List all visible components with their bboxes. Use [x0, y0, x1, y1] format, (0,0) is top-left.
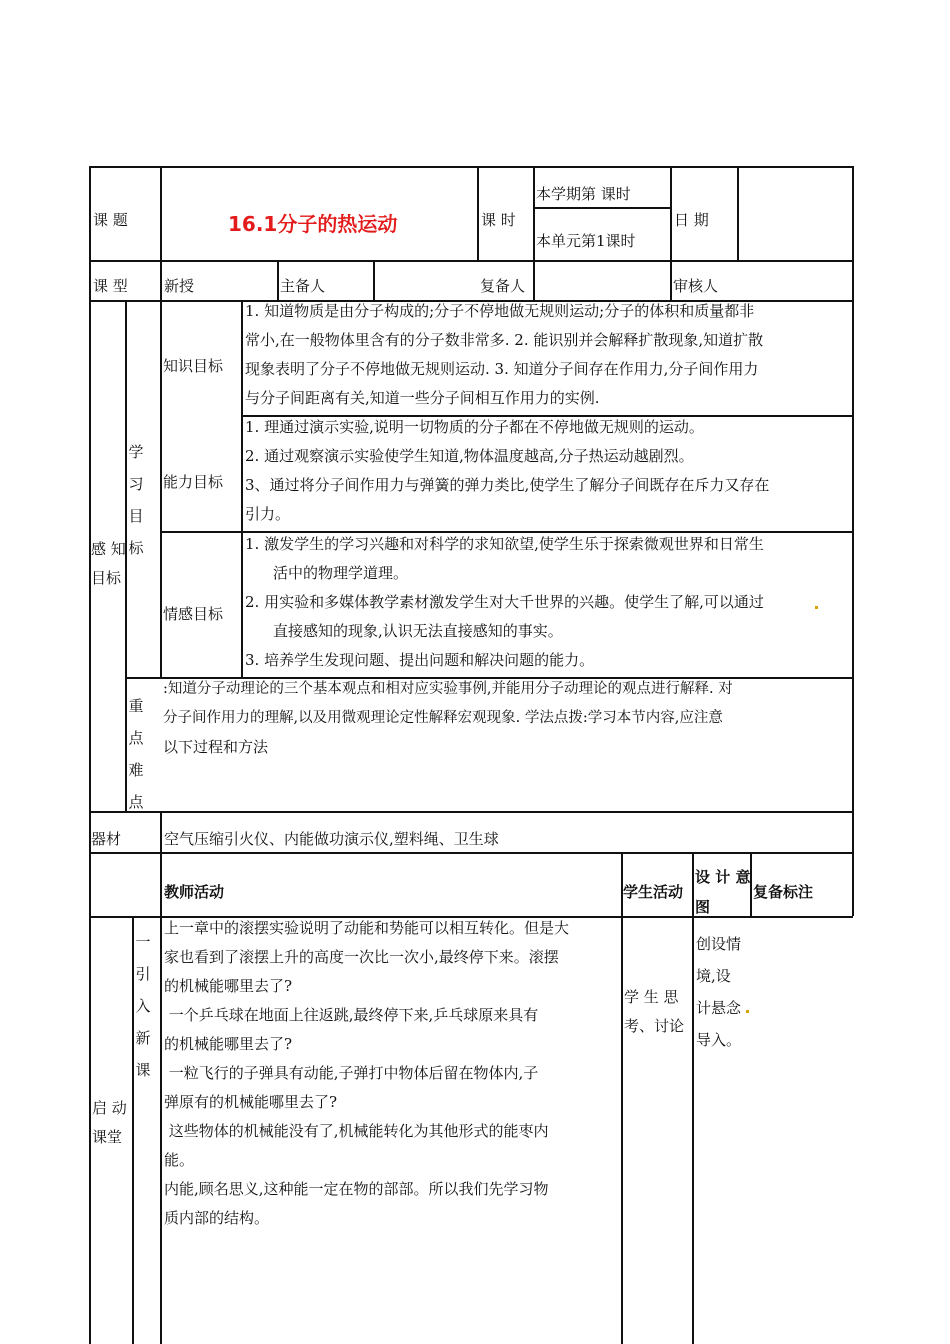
emotion-goals-text: 1. 激发学生的学习兴趣和对科学的求知欲望,使学生乐于探索微观世界和日常生 活中的物理学道理。 2. 用实验和多媒体教学素材激发学生对大千世界的兴趣。使学生了解,可以通过 直接感知的现象,认识无法直接感知的事实。 3. 培养学生发现问题、提出问题和解决问题的能力。: [245, 535, 764, 669]
knowledge-goals-label: 知识目标: [163, 357, 224, 375]
ability-goals-text: 1. 理通过演示实验,说明一切物质的分子都在不停地做无规则的运动。 2. 通过观察演示实验使学生知道,物体温度越高,分子热运动越剧烈。 3、通过将分子间作用力与弹簧的弹力类比,使学生了解分子间既存在斥力又存在 引力。: [245, 418, 770, 523]
equipment-value: 空气压缩引火仪、内能做功演示仪,塑料绳、卫生球: [164, 830, 499, 848]
topic-label: 课 题: [93, 211, 128, 229]
lesson-type-label: 课 型: [93, 277, 128, 295]
teacher-activity-text: 上一章中的滚摆实验说明了动能和势能可以相互转化。但是大 家也看到了滚摆上升的高度一次比一次小,最终停下来。滚摆 的机械能哪里去了? 一个乒乓球在地面上往返跳,最终停下来,乒乓球原来具有 的机械能哪里去了? 一粒飞行的子弹具有动能,子弹打中物体后留在物体内,子 弹原有的机械能哪里去了? 这些物体的机械能没有了,机械能转化为其他形式的能枣内 能。 内能,顾名思义,这种能一定在物的部部。所以我们先学习物 质内部的结构。: [164, 919, 570, 1227]
stray-mark: [815, 606, 818, 609]
date-value[interactable]: [742, 206, 848, 235]
perception-goals-label-1: 感 知: [91, 540, 126, 558]
main-preparer-label: 主备人: [280, 277, 326, 295]
key-difficult-text: :知道分子动理论的三个基本观点和相对应实验事例,并能用分子动理论的观点进行解释. 对 分子间作用力的理解,以及用微观理论定性解释宏观现象. 学法点拨:学习本节内容,应注意 以下过程和方法: [163, 681, 733, 756]
re-prep-notes-header: 复备标注: [753, 883, 814, 901]
period-label: 课 时: [481, 211, 516, 229]
design-intent-text: 创设情 境,设 计悬念 导入。: [696, 935, 742, 1049]
period-semester: 本学期第 课时: [536, 185, 631, 203]
teacher-activity-header: 教师活动: [164, 883, 225, 901]
emotion-goals-label: 情感目标: [163, 605, 224, 623]
re-preparer-label: 复备人: [480, 277, 526, 295]
start-class-label-1: 启 动: [92, 1099, 127, 1117]
equipment-label: 器材: [91, 830, 122, 848]
ability-goals-label: 能力目标: [163, 473, 224, 491]
period-unit: 本单元第1课时: [536, 232, 636, 250]
stray-mark: [746, 1010, 749, 1013]
student-activity-text: 学 生 思 考、讨论: [624, 988, 685, 1035]
knowledge-goals-text: 1. 知道物质是由分子构成的;分子不停地做无规则运动;分子的体积和质量都非 常小,在一般物体里含有的分子数非常多. 2. 能识别并会解释扩散现象,知道扩散 现象表明了分子不停地做无规则运动. 3. 知道分子间存在作用力,分子间作用力 与分子间距离有关,知道一些分子间相互作用力的实例.: [245, 302, 764, 407]
lesson-type-value: 新授: [164, 277, 195, 295]
design-intent-header-2: 图: [695, 898, 711, 916]
start-class-label-2: 课堂: [92, 1128, 123, 1146]
intro-section-label: 一 引 入 新 课: [135, 933, 151, 1079]
date-label: 日 期: [674, 211, 709, 229]
lesson-title: 16.1分子的热运动: [228, 212, 398, 236]
reviewer-label: 审核人: [673, 277, 719, 295]
key-difficult-label: 重 点 难 点: [128, 697, 144, 811]
student-activity-header: 学生活动: [623, 883, 684, 901]
design-intent-header-1: 设 计 意: [695, 868, 751, 886]
study-goals-label: 学 习 目 标: [128, 443, 144, 557]
perception-goals-label-2: 目标: [91, 569, 122, 587]
